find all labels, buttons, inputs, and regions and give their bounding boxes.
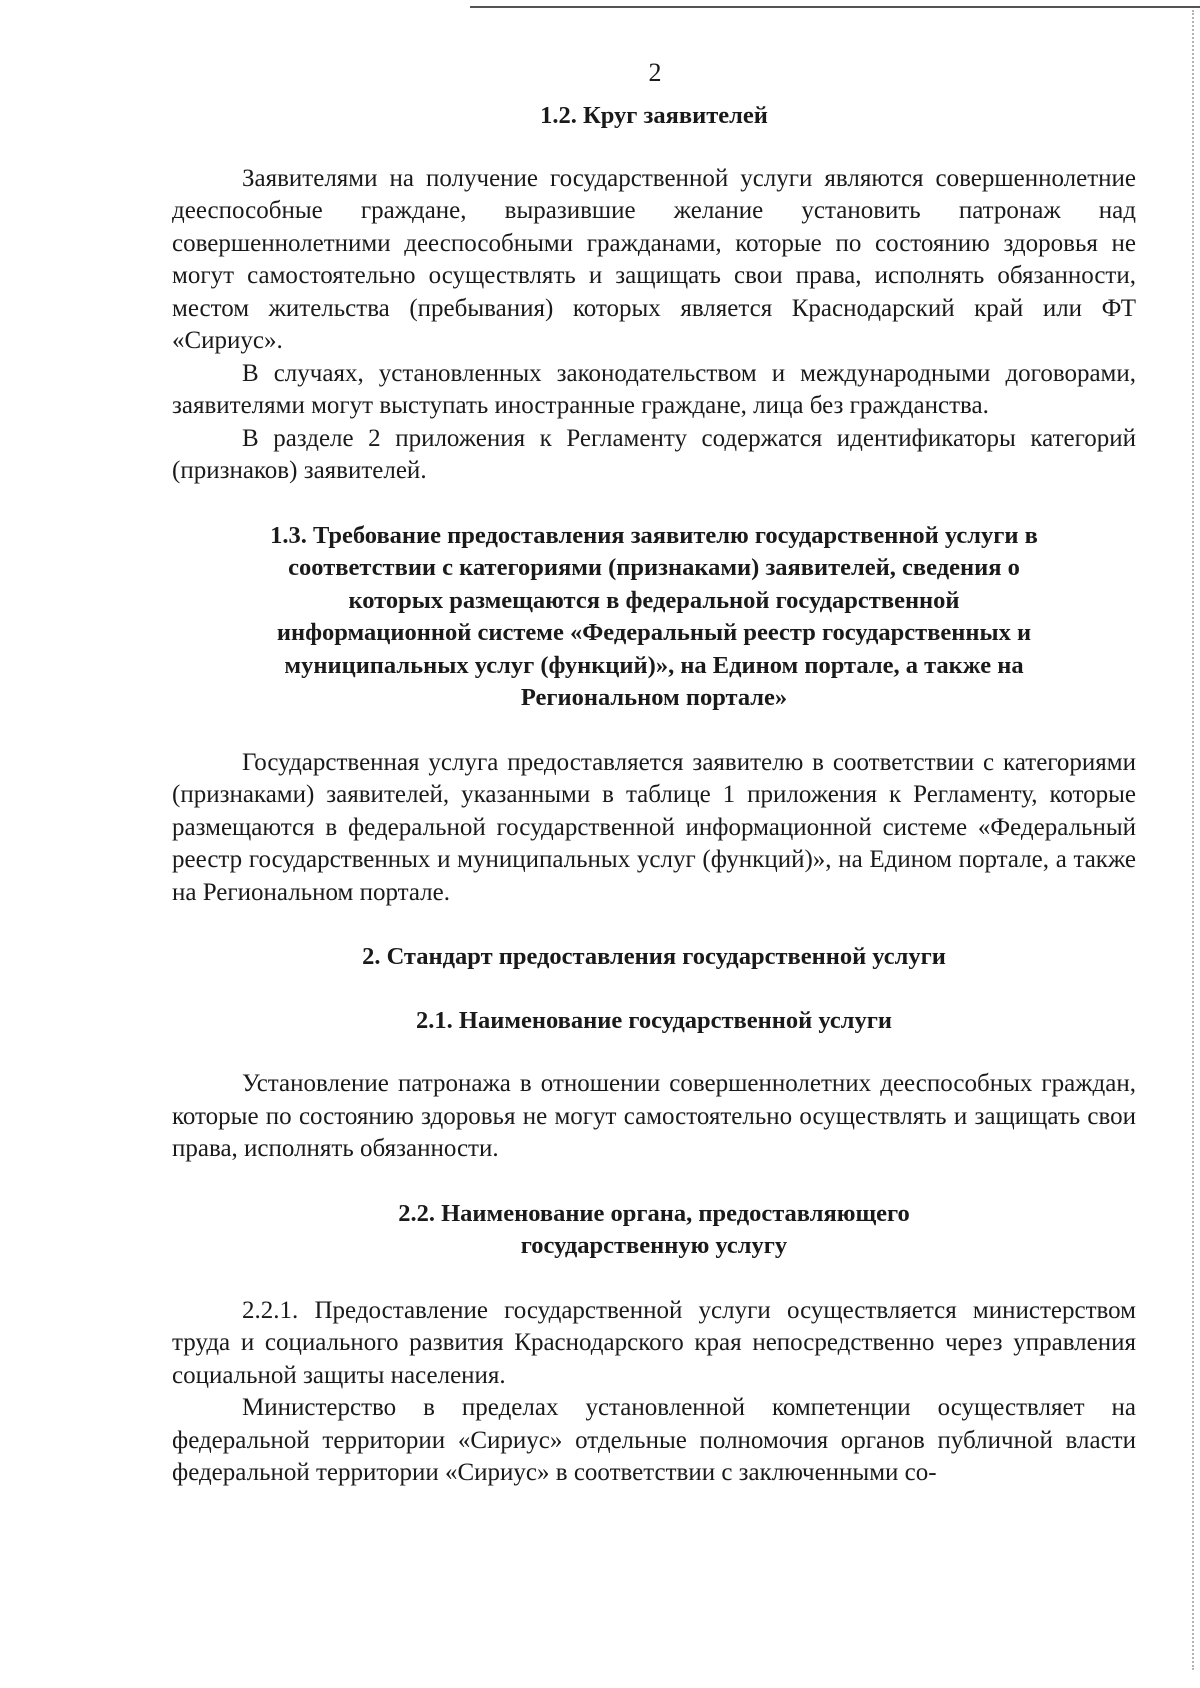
scan-top-border — [470, 6, 1200, 8]
paragraph-2-2-1: 2.2.1. Предоставление государственной услуги осуществляется министерством труда и социального развития Краснодарского края непосредственно через управления социальной защиты населения. — [172, 1296, 1136, 1389]
heading-1-2: 1.2. Круг заявителей — [540, 102, 768, 129]
paragraph-1-3: Государственная услуга предоставляется заявителю в соответствии с категориями (признаками) заявителей, указанными в таблице 1 приложения к Регламенту, которые размещаются в федеральной государственной информационной системе «Федеральный реестр государственных и муниципальных услуг (функций)», на Едином портале, а также на Региональном портале. — [172, 748, 1136, 906]
paragraph-1-2-applicants: Заявителями на получение государственной услуги являются совершеннолетние дееспособные граждане, выразившие желание установить патронаж над совершеннолетними дееспособными гражданами, которые по состоянию здоровья не могут самостоятельно осуществлять и защищать свои права, исполнять обязанности, местом жительства (пребывания) которых является Краснодарский край или ФТ «Сириус». — [172, 164, 1136, 354]
heading-2-1: 2.1. Наименование государственной услуги — [416, 1006, 892, 1034]
scan-right-edge — [1192, 10, 1194, 1670]
paragraph-1-2-foreign-citizens: В случаях, установленных законодательством и международными договорами, заявителями могут выступать иностранные граждане, лица без гражданства. — [172, 359, 1136, 419]
paragraph-1-2-identifiers: В разделе 2 приложения к Регламенту содержатся идентификаторы категорий (признаков) заявителей. — [172, 424, 1136, 484]
document-page — [172, 58, 1136, 1490]
paragraph-2-1: Установление патронажа в отношении совершеннолетних дееспособных граждан, которые по состоянию здоровья не могут самостоятельно осуществлять и защищать свои права, исполнять обязанности. — [172, 1070, 1136, 1162]
heading-2-2: 2.2. Наименование органа, предоставляющего государственную услугу — [398, 1199, 910, 1259]
paragraph-2-2-ministry: Министерство в пределах установленной компетенции осуществляет на федеральной территории «Сириус» отдельные полномочия органов публичной власти федеральной территории «Сириус» в соответствии с заключенными со- — [172, 1394, 1136, 1486]
page-number: 2 — [648, 58, 662, 87]
heading-2: 2. Стандарт предоставления государственной услуги — [362, 943, 946, 970]
heading-1-3: 1.3. Требование предоставления заявителю государственной услуги в соответствии с категориями (признаками) заявителей, сведения о которых размещаются в федеральной государственной информационной системе «Федеральный реестр государственных и муниципальных услуг (функций)», на Едином портале, а также на Региональном портале» — [270, 521, 1038, 711]
